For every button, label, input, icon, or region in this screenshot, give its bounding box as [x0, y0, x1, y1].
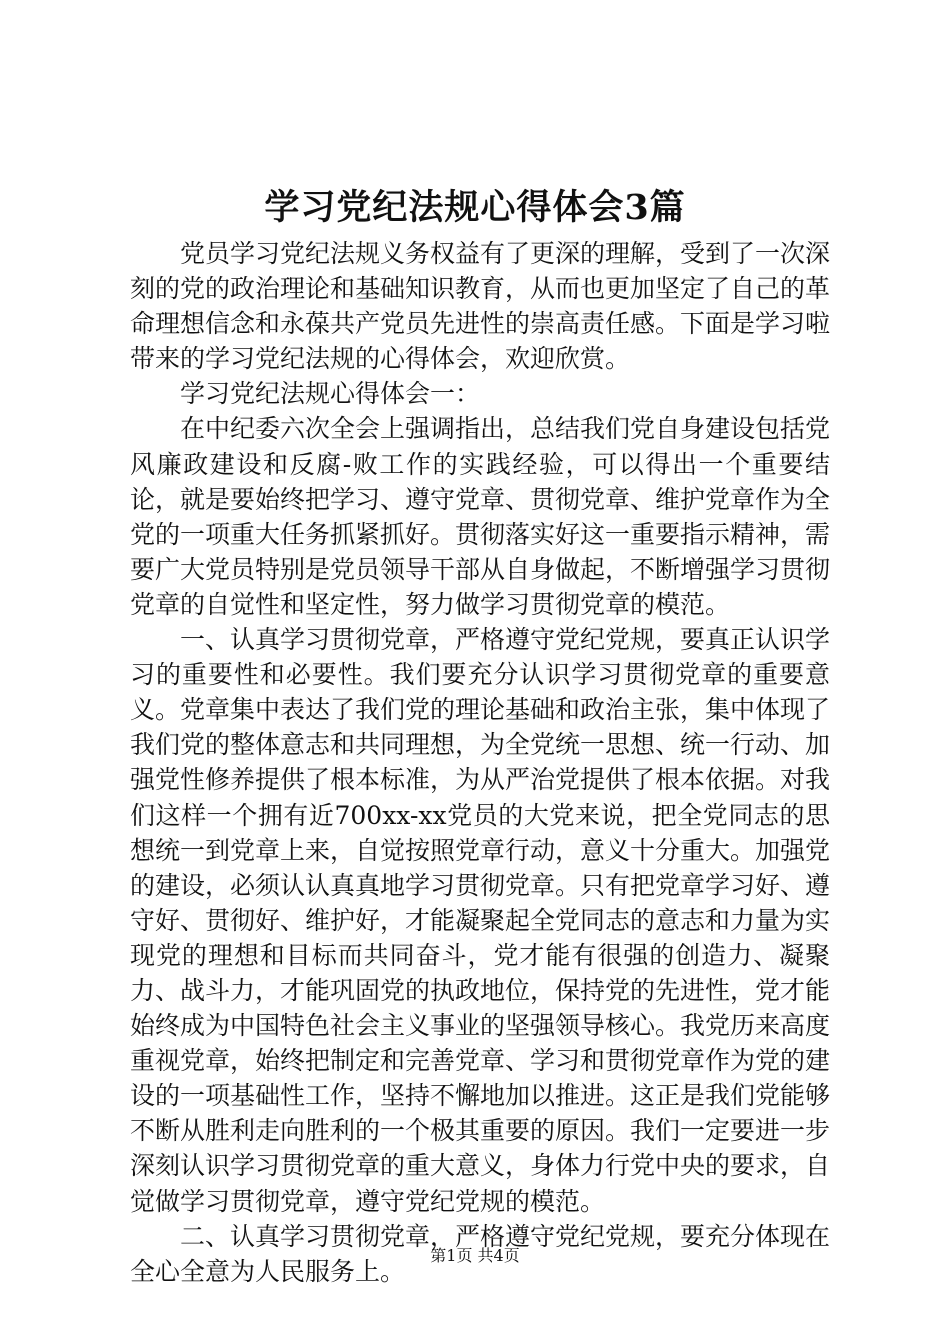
document-title: 学习党纪法规心得体会3篇: [264, 187, 686, 228]
paragraph-heading-one: 学习党纪法规心得体会一：: [180, 379, 481, 409]
paragraph-point-two: 二、认真学习贯彻党章，严格遵守党纪党规，要充分体现在全心全意为人民服务上。: [130, 1221, 831, 1286]
paragraph-point-one: 一、认真学习贯彻党章，严格遵守党纪党规，要真正认识学习的重要性和必要性。我们要充分认识学习贯彻党章的重要意义。党章集中表达了我们党的理论基础和政治主张，集中体现了我们党的整体意志和共同理想，为全党统一思想、统一行动、加强党性修养提供了根本标准，为从严治党提供了根本依据。对我们这样一个拥有近700xx-xx党员的大党来说，把全党同志的思想统一到党章上来，自觉按照党章行动，意义十分重大。加强党的建设，必须认认真真地学习贯彻党章。只有把党章学习好、遵守好、贯彻好、维护好，才能凝聚起全党同志的意志和力量为实现党的理想和目标而共同奋斗，党才能有很强的创造力、凝聚力、战斗力，才能巩固党的执政地位，保持党的先进性，党才能始终成为中国特色社会主义事业的坚强领导核心。我党历来高度重视党章，始终把制定和完善党章、学习和贯彻党章作为党的建设的一项基础性工作，坚持不懈地加以推进。这正是我们党能够不断从胜利走向胜利的一个极其重要的原因。我们一定要进一步深刻认识学习贯彻党章的重大意义，身体力行党中央的要求，自觉做学习贯彻党章，遵守党纪党规的模范。: [130, 625, 831, 1216]
paragraph-intro: 党员学习党纪法规义务权益有了更深的理解，受到了一次深刻的党的政治理论和基础知识教育，从而也更加坚定了自己的革命理想信念和永葆共产党员先进性的崇高责任感。下面是学习啦带来的学习党纪法规的心得体会，欢迎欣赏。: [130, 239, 831, 374]
paragraph-plenary: 在中纪委六次全会上强调指出，总结我们党自身建设包括党风廉政建设和反腐-败工作的实践经验，可以得出一个重要结论，就是要始终把学习、遵守党章、贯彻党章、维护党章作为全党的一项重大任务抓紧抓好。贯彻落实好这一重要指示精神，需要广大党员特别是党员领导干部从自身做起，不断增强学习贯彻党章的自觉性和坚定性，努力做学习贯彻党章的模范。: [130, 414, 831, 619]
page-number-footer: 第1页 共4页: [430, 1246, 520, 1265]
document-body: [130, 236, 830, 1289]
